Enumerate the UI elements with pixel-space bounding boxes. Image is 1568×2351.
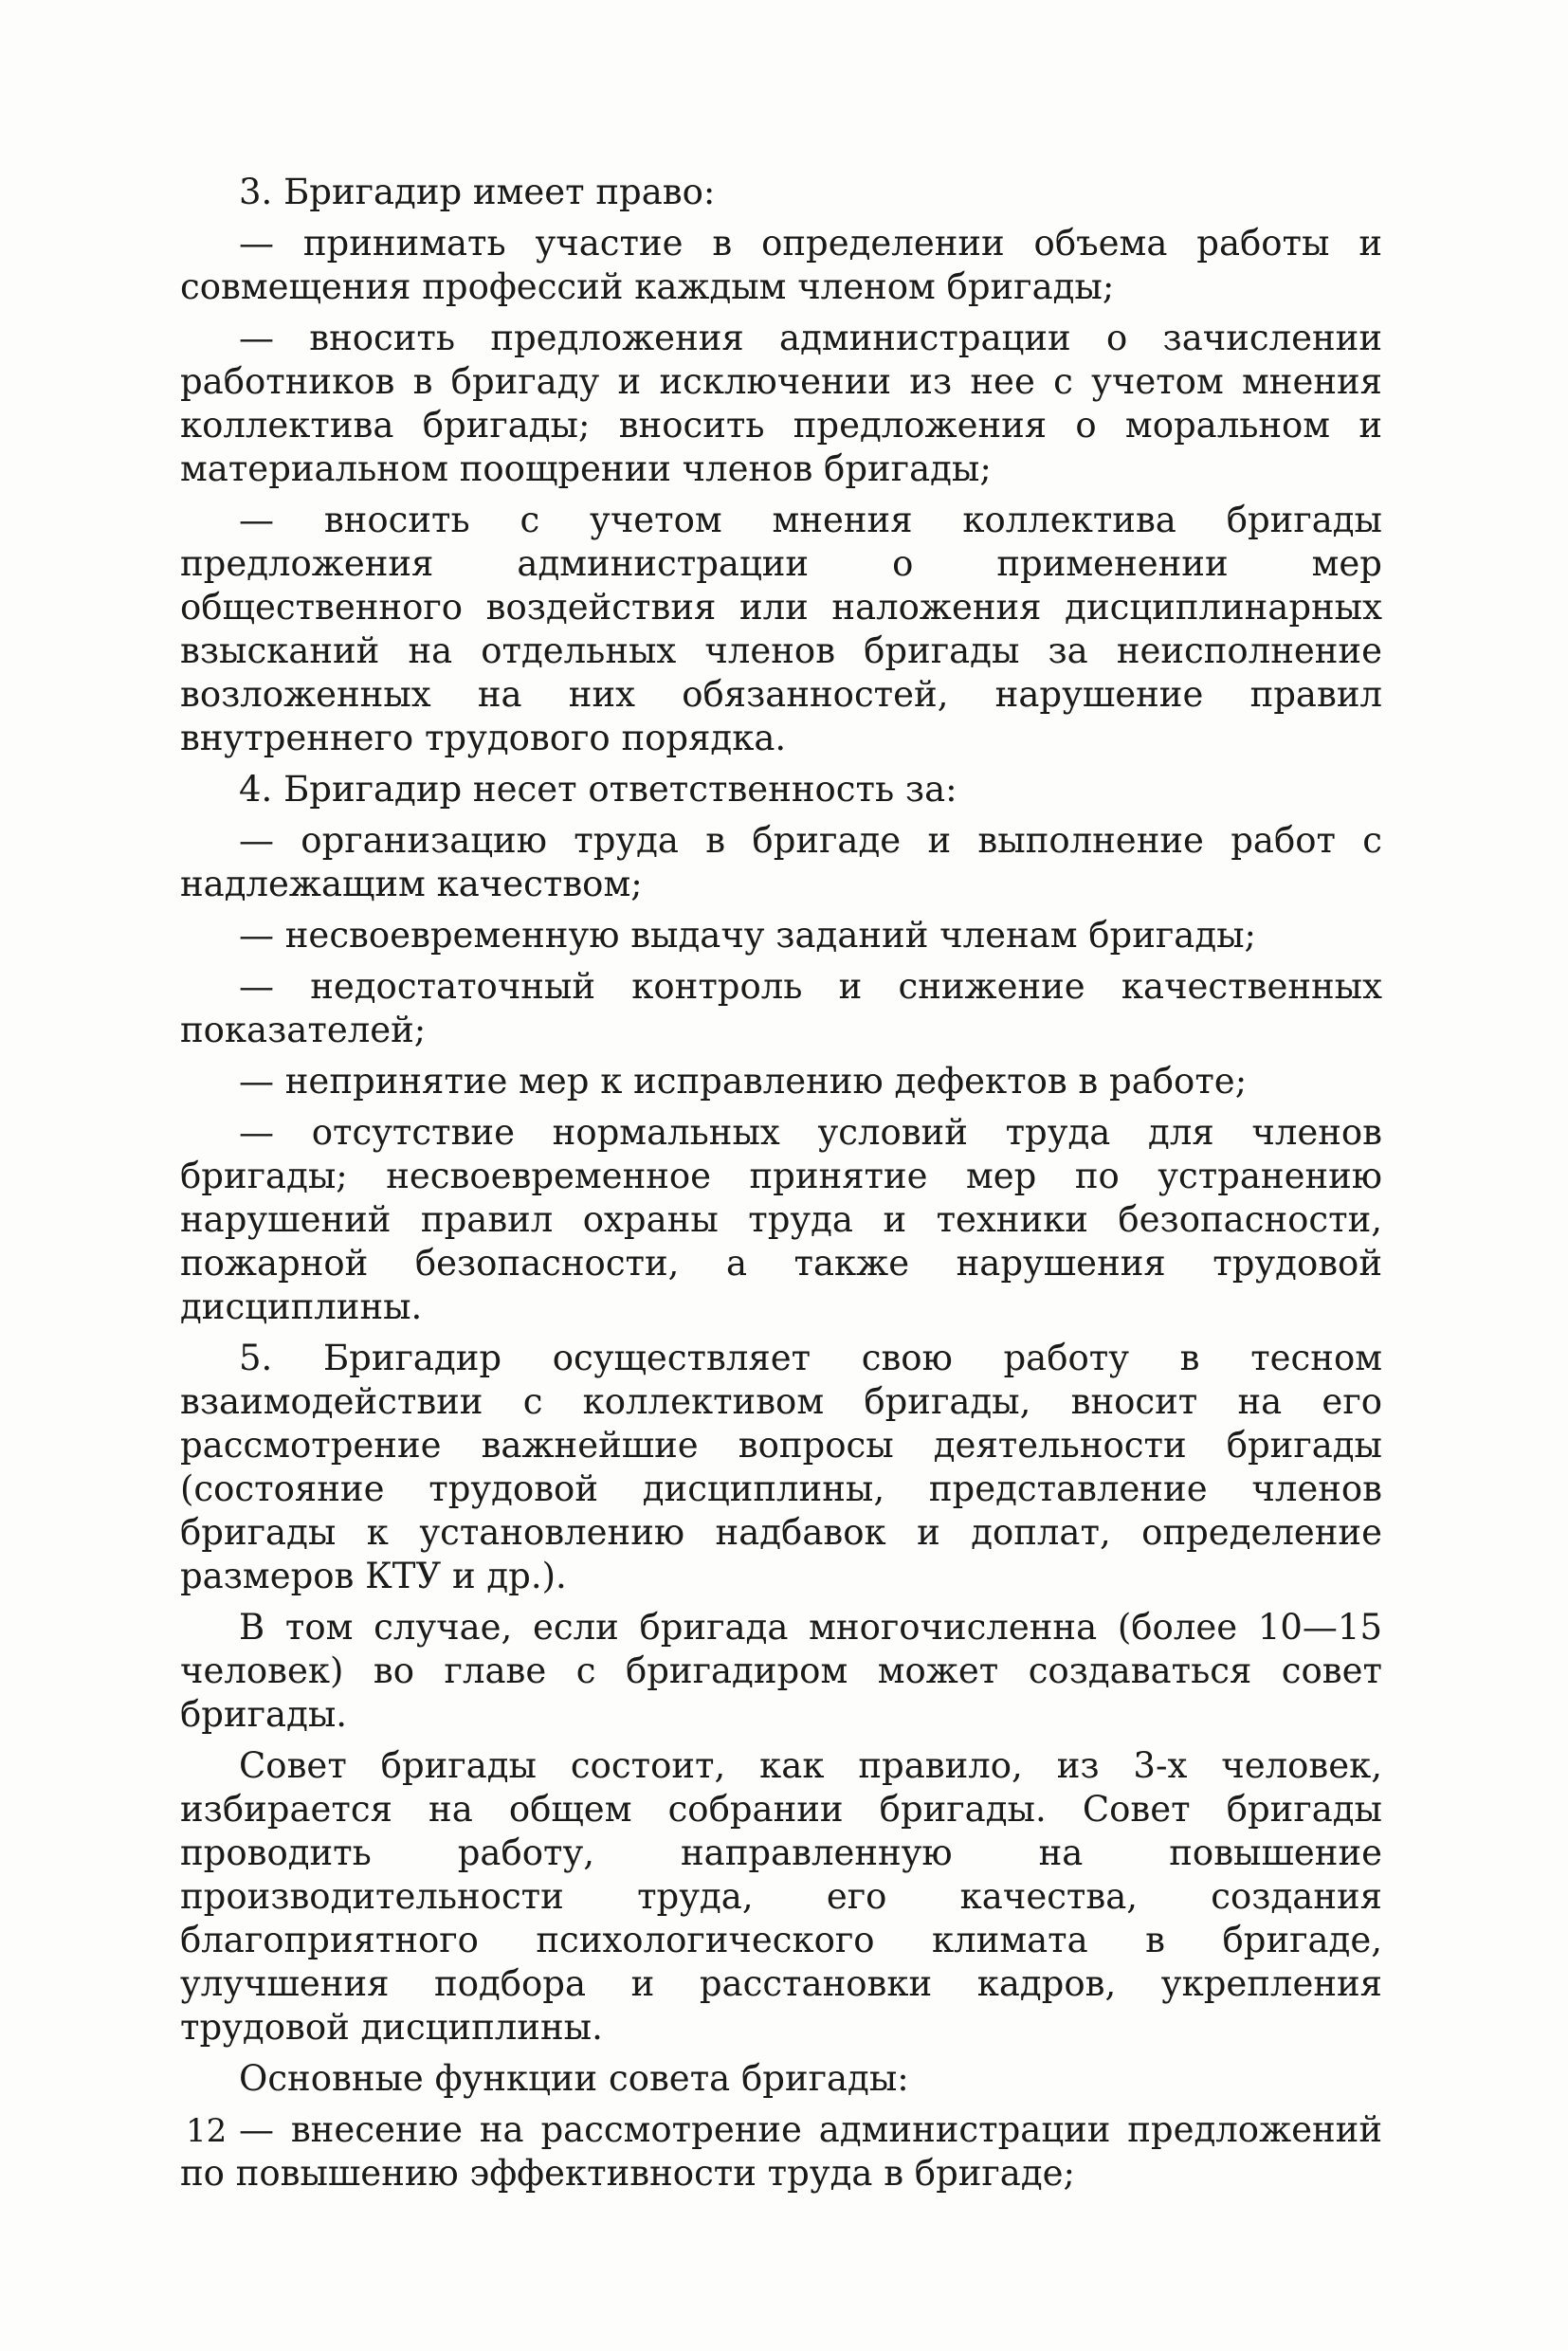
paragraph-responsibility-conditions: — отсутствие нормальных условий труда для членов бригады; несвоевременное принятие мер по устранению нарушений правил охраны труда и техники безопасности, пожарной безопасности, а также нарушения трудовой дисциплины. — [180, 1112, 1382, 1327]
paragraph-responsibility-heading: 4. Бригадир несет ответственность за: — [239, 769, 957, 810]
paragraph-right-staffing-proposals: — вносить предложения администрации о зачислении работников в бригаду и исключении из нее с учетом мнения коллектива бригады; вносить предложения о моральном и материальном поощрении членов бригады; — [180, 318, 1382, 489]
paragraph-responsibility-control: — недостаточный контроль и снижение качественных показателей; — [180, 966, 1382, 1050]
paragraph-responsibility-tasks: — несвоевременную выдачу заданий членам бригады; — [239, 915, 1257, 956]
paragraph-brigade-council-composition: Совет бригады состоит, как правило, из 3-х человек, избирается на общем собрании бригады. Совет бригады проводить работу, направленную на повышение производительности труда, его качества, создания благоприятного психологического климата в бригаде, улучшения подбора и расстановки кадров, укрепления трудовой дисциплины. — [180, 1745, 1382, 2048]
paragraph-council-functions-heading: Основные функции совета бригады: — [239, 2058, 909, 2099]
page-number: 12 — [186, 2112, 228, 2150]
paragraph-responsibility-defects: — непринятие мер к исправлению дефектов в работе; — [239, 1061, 1248, 1102]
paragraph-responsibility-organization: — организацию труда в бригаде и выполнение работ с надлежащим качеством; — [180, 820, 1382, 904]
paragraph-right-disciplinary-proposals: — вносить с учетом мнения коллектива бригады предложения администрации о применении мер общественного воздействия или наложения дисциплинарных взысканий на отдельных членов бригады за неисполнение возложенных на них обязанностей, нарушение правил внутреннего трудового порядка. — [180, 500, 1382, 758]
body-text — [180, 171, 1382, 2203]
paragraph-brigadier-rights-heading: 3. Бригадир имеет право: — [239, 172, 716, 212]
paragraph-council-function-proposals: — внесение на рассмотрение администрации предложений по повышению эффективности труда в бригаде; — [180, 2109, 1382, 2194]
paragraph-cooperation: 5. Бригадир осуществляет свою работу в тесном взаимодействии с коллективом бригады, вносит на его рассмотрение важнейшие вопросы деятельности бригады (состояние трудовой дисциплины, представление членов бригады к установлению надбавок и доплат, определение размеров КТУ и др.). — [180, 1338, 1382, 1596]
paragraph-right-participation: — принимать участие в определении объема работы и совмещения профессий каждым членом бригады; — [180, 223, 1382, 307]
paragraph-brigade-council-creation: В том случае, если бригада многочисленна (более 10—15 человек) во главе с бригадиром может создаваться совет бригады. — [180, 1607, 1382, 1735]
